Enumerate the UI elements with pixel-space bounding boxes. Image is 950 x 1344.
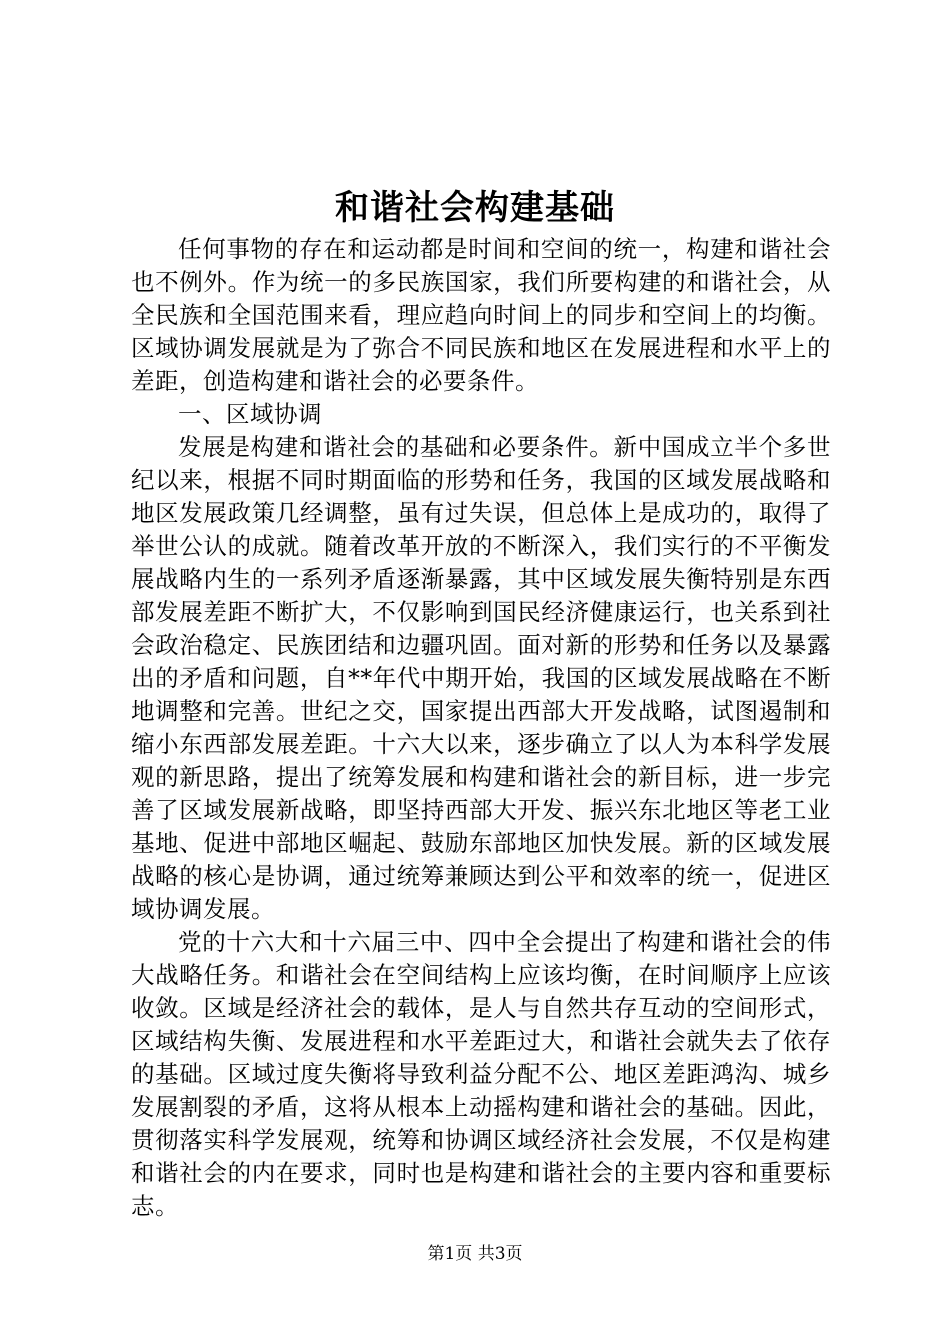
intro-paragraph: 任何事物的存在和运动都是时间和空间的统一，构建和谐社会也不例外。作为统一的多民族国家，我们所要构建的和谐社会，从全民族和全国范围来看，理应趋向时间上的同步和空间上的均衡。区域协调发展就是为了弥合不同民族和地区在发展进程和水平上的差距，创造构建和谐社会的必要条件。: [131, 235, 831, 395]
body-paragraph: 发展是构建和谐社会的基础和必要条件。新中国成立半个多世纪以来，根据不同时期面临的形势和任务，我国的区域发展战略和地区发展政策几经调整，虽有过失误，但总体上是成功的，取得了举世公认的成就。随着改革开放的不断深入，我们实行的不平衡发展战略内生的一系列矛盾逐渐暴露，其中区域发展失衡特别是东西部发展差距不断扩大，不仅影响到国民经济健康运行，也关系到社会政治稳定、民族团结和边疆巩固。面对新的形势和任务以及暴露出的矛盾和问题，自**年代中期开始，我国的区域发展战略在不断地调整和完善。世纪之交，国家提出西部大开发战略，试图遏制和缩小东西部发展差距。十六大以来，逐步确立了以人为本科学发展观的新思路，提出了统筹发展和构建和谐社会的新目标，进一步完善了区域发展新战略，即坚持西部大开发、振兴东北地区等老工业基地、促进中部地区崛起、鼓励东部地区加快发展。新的区域发展战略的核心是协调，通过统筹兼顾达到公平和效率的统一，促进区域协调发展。: [131, 433, 831, 923]
document-body: [131, 233, 831, 1223]
section-heading: 一、区域协调: [178, 400, 322, 428]
document-title: 和谐社会构建基础: [335, 188, 615, 228]
page-number-footer: 第1页 共3页: [427, 1244, 523, 1264]
body-paragraph: 党的十六大和十六届三中、四中全会提出了构建和谐社会的伟大战略任务。和谐社会在空间结构上应该均衡，在时间顺序上应该收敛。区域是经济社会的载体，是人与自然共存互动的空间形式，区域结构失衡、发展进程和水平差距过大，和谐社会就失去了依存的基础。区域过度失衡将导致利益分配不公、地区差距鸿沟、城乡发展割裂的矛盾，这将从根本上动摇构建和谐社会的基础。因此，贯彻落实科学发展观，统筹和协调区域经济社会发展，不仅是构建和谐社会的内在要求，同时也是构建和谐社会的主要内容和重要标志。: [131, 928, 831, 1220]
